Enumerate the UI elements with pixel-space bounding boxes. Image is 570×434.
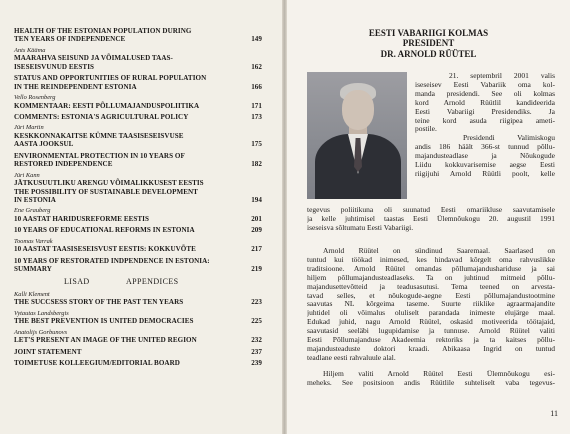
toc-page-number: 209 bbox=[251, 226, 262, 235]
text-line: ja kelle juhtimisel taastas Eesti Ülemnõukogu 20. augustil 1991 bbox=[307, 214, 555, 223]
toc-entry bbox=[14, 238, 264, 254]
toc-author: Jüri Kann bbox=[14, 171, 40, 179]
text-line: traditsioone. Arnold Rüütel omandas põllumajandushariduse ja sai bbox=[307, 264, 555, 273]
toc-title-line: MAARAHVA SEISUND JA VÕIMALUSED TAAS- bbox=[14, 54, 173, 63]
toc-entry bbox=[14, 345, 264, 356]
toc-title-line: 10 AASTAT TAASISESEISVUST EESTIS: KOKKUVÕTE 217 bbox=[14, 245, 262, 254]
toc-author: Anatolijs Gorbunovs bbox=[14, 328, 68, 336]
toc-author: Ene Grauberg bbox=[14, 207, 51, 215]
text-line: hiljem põllumajandusteadlaseks. Ta on juhtinud mitmeid põllu- bbox=[307, 273, 555, 282]
toc-page-number: 175 bbox=[251, 140, 262, 149]
text-line: tavad selles, et nõukogude-aegne Eesti põllumajandustootmine bbox=[307, 291, 555, 300]
toc-entry bbox=[14, 223, 264, 234]
left-page bbox=[0, 0, 282, 434]
toc-page-number: 162 bbox=[251, 62, 262, 71]
toc-title-line: LET'S PRESENT AN IMAGE OF THE UNITED REGION 232 bbox=[14, 336, 262, 345]
appendix-label-et: LISAD bbox=[64, 276, 90, 286]
intro-paragraph-continued bbox=[307, 206, 555, 233]
toc-author: Ants Kääma bbox=[14, 46, 46, 54]
toc-title-line: 10 AASTAT HARIDUSREFORME EESTIS 201 bbox=[14, 215, 262, 224]
text-line: saavutas NL kõrgeima taseme. Suurte riiklike agraarmajandite bbox=[307, 300, 555, 309]
toc-title-line: JOINT STATEMENT 237 bbox=[14, 347, 262, 356]
toc-title-line: HEALTH OF THE ESTONIAN POPULATION DURING bbox=[14, 27, 192, 35]
right-page bbox=[287, 0, 570, 434]
text-line: Liidu kokkuvarisemise aegse Eesti bbox=[415, 161, 555, 170]
text-line: Arnold Rüütel on sündinud Saaremaal. Saarlased on bbox=[323, 247, 555, 255]
text-line: Edukad juhid, nagu Arnold Rüütel, oskasid motiveerida töötajaid, bbox=[307, 318, 555, 327]
text-line: majandusettevõtteid ja teadusasutusi. Tema teened on arvesta- bbox=[307, 282, 555, 291]
toc-title-line: TOIMETUSE KOLLEEGIUM/EDITORIAL BOARD 239 bbox=[14, 359, 262, 368]
text-line: Hiljem valiti Arnold Rüütel Eesti Ülemnõukogu esi- bbox=[323, 370, 555, 378]
toc-title-line: 10 YEARS OF RESTORATED INDPENDENCE IN ESTONIA: bbox=[14, 256, 210, 265]
toc-title-line: COMMENTS: ESTONIA'S AGRICULTURAL POLICY 173 bbox=[14, 113, 262, 122]
toc-entry bbox=[14, 356, 264, 367]
appendix-label-en: APPENDICES bbox=[126, 276, 179, 286]
toc-entry bbox=[14, 47, 264, 71]
toc-page-number: 219 bbox=[251, 265, 262, 274]
toc-title-line: RESTORED INDEPENDENCE 182 bbox=[14, 160, 262, 169]
text-line: meheks. See positsioon andis Rüütlile suhteliselt vaba tegevus- bbox=[307, 378, 555, 387]
toc-entry bbox=[14, 254, 264, 274]
text-line: kord Arnold Rüütlil kandideerida bbox=[415, 98, 555, 107]
text-line: juhtidel oli võimalus oluliselt parandada inimeste elujärge maal. bbox=[307, 309, 555, 318]
toc-entry bbox=[14, 110, 264, 121]
table-of-contents bbox=[14, 27, 264, 368]
toc-author: Vytautas Landsbergis bbox=[14, 309, 69, 317]
text-line: riigijuhi Arnold Rüütli poolt, kelle bbox=[415, 169, 555, 178]
toc-title-line: ENVIRONMENTAL PROTECTION IN 10 YEARS OF bbox=[14, 151, 185, 160]
text-line: iseseisev Eesti Vabariik oma kol- bbox=[415, 80, 555, 89]
toc-title-line: ISESEISVUNUD EESTIS 162 bbox=[14, 62, 262, 71]
toc-page-number: 149 bbox=[251, 35, 262, 44]
text-line: Eesti Põllumajanduse Akadeemia rektoriks ja ta kaitses põllu- bbox=[307, 336, 555, 345]
text-line: iseseisva sõltumatu Eesti Vabariigi. bbox=[307, 223, 414, 232]
text-line: Presidendi Valimiskogu bbox=[463, 134, 555, 143]
text-line: andis 186 häält 366-st tunnud põllu- bbox=[415, 143, 555, 152]
text-line: majandusteadlase ja Nõukogude bbox=[415, 152, 555, 161]
toc-title-line: KOMMENTAAR: EESTI PÕLLUMAJANDUSPOLIITIKA 171 bbox=[14, 101, 262, 110]
toc-entry bbox=[14, 71, 264, 91]
toc-page-number: 182 bbox=[251, 160, 262, 169]
toc-title-line: KESKKONNAKAITSE KÜMNE TAASISESEISVUSE bbox=[14, 132, 184, 141]
toc-entry bbox=[14, 94, 264, 110]
title-line: PRESIDENT bbox=[402, 38, 455, 49]
text-line: saavutasid seeläbi lugupidamise ja tunnuse. Arnold Rüütel valiti bbox=[307, 327, 555, 336]
toc-entry bbox=[14, 149, 264, 169]
closing-paragraph bbox=[307, 370, 555, 388]
toc-title-line: THE POSSIBILITY OF SUSTAINABLE DEVELOPMENT bbox=[14, 187, 198, 196]
toc-title-line: TEN YEARS OF INDEPENDENCE 149 bbox=[14, 35, 262, 44]
toc-page-number: 232 bbox=[251, 336, 262, 345]
toc-author: Kalli Klement bbox=[14, 290, 50, 298]
toc-entry bbox=[14, 291, 264, 307]
toc-title-line: IN THE REINDEPENDENT ESTONIA 166 bbox=[14, 82, 262, 91]
text-line: majandusteaduste doktori kraadi. Abikaasa Ingrid on tuntud bbox=[307, 344, 555, 353]
text-line: teine kord asuda riigipea ameti- bbox=[415, 116, 555, 125]
article-title bbox=[287, 28, 570, 59]
toc-entry bbox=[14, 310, 264, 326]
text-line: tegevus poliitikuna oli suunatud Eesti omariikluse saavutamisele bbox=[307, 206, 555, 214]
biography-paragraph bbox=[307, 247, 555, 363]
toc-page-number: 194 bbox=[251, 196, 262, 205]
toc-entry bbox=[14, 329, 264, 345]
page-number: 11 bbox=[550, 409, 558, 418]
toc-title-line: 10 YEARS OF EDUCATIONAL REFORMS IN ESTONIA 209 bbox=[14, 226, 262, 235]
text-line: Eesti Vabariigi Presidendiks. Ja bbox=[415, 107, 555, 116]
toc-title-line: THE SUCCSESS STORY OF THE PAST TEN YEARS 223 bbox=[14, 298, 262, 307]
text-line: teadlane eesti rahvaluule alal. bbox=[307, 353, 396, 362]
toc-entry bbox=[14, 207, 264, 223]
toc-title-line: AASTA JOOKSUL 175 bbox=[14, 140, 262, 149]
toc-entry bbox=[14, 27, 264, 44]
portrait-photo-icon bbox=[307, 72, 407, 199]
toc-page-number: 225 bbox=[251, 317, 262, 326]
toc-page-number: 166 bbox=[251, 82, 262, 91]
toc-page-number: 217 bbox=[251, 245, 262, 254]
toc-title-line: THE BEST PREVENTION IS UNITED DEMOCRACIES 225 bbox=[14, 317, 262, 326]
toc-entry bbox=[14, 124, 264, 148]
toc-page-number: 223 bbox=[251, 298, 262, 307]
intro-paragraph bbox=[415, 72, 555, 179]
toc-title-line: STATUS AND OPPORTUNITIES OF RURAL POPULATION bbox=[14, 74, 207, 83]
title-line: EESTI VABARIIGI KOLMAS bbox=[368, 28, 489, 38]
toc-page-number: 201 bbox=[251, 215, 262, 224]
toc-title-line: SUMMARY 219 bbox=[14, 265, 262, 274]
toc-page-number: 173 bbox=[251, 113, 262, 122]
appendix-heading bbox=[14, 277, 264, 288]
toc-author: Jüri Martin bbox=[14, 124, 44, 132]
toc-entry bbox=[14, 172, 264, 205]
toc-title-line: IN ESTONIA 194 bbox=[14, 196, 262, 205]
toc-author: Vello Rosenberg bbox=[14, 94, 56, 102]
toc-title-line: JÄTKUSUUTLIKU ARENGU VÕIMALIKKUSEST EESTIS bbox=[14, 179, 204, 188]
toc-page-number: 239 bbox=[251, 359, 262, 368]
toc-author: Toomas Varrak bbox=[14, 237, 53, 245]
title-line: DR. ARNOLD RÜÜTEL bbox=[380, 48, 477, 59]
text-line: 21. septembril 2001 valis bbox=[449, 72, 555, 80]
text-line: tuntud kui töökad inimesed, kes hindavad kõrgelt oma rahvuslikke bbox=[307, 255, 555, 264]
toc-page-number: 171 bbox=[251, 101, 262, 110]
text-line: manda presidendi. See oli kolmas bbox=[415, 89, 555, 98]
text-line: postile. bbox=[415, 125, 437, 134]
toc-page-number: 237 bbox=[251, 347, 262, 356]
